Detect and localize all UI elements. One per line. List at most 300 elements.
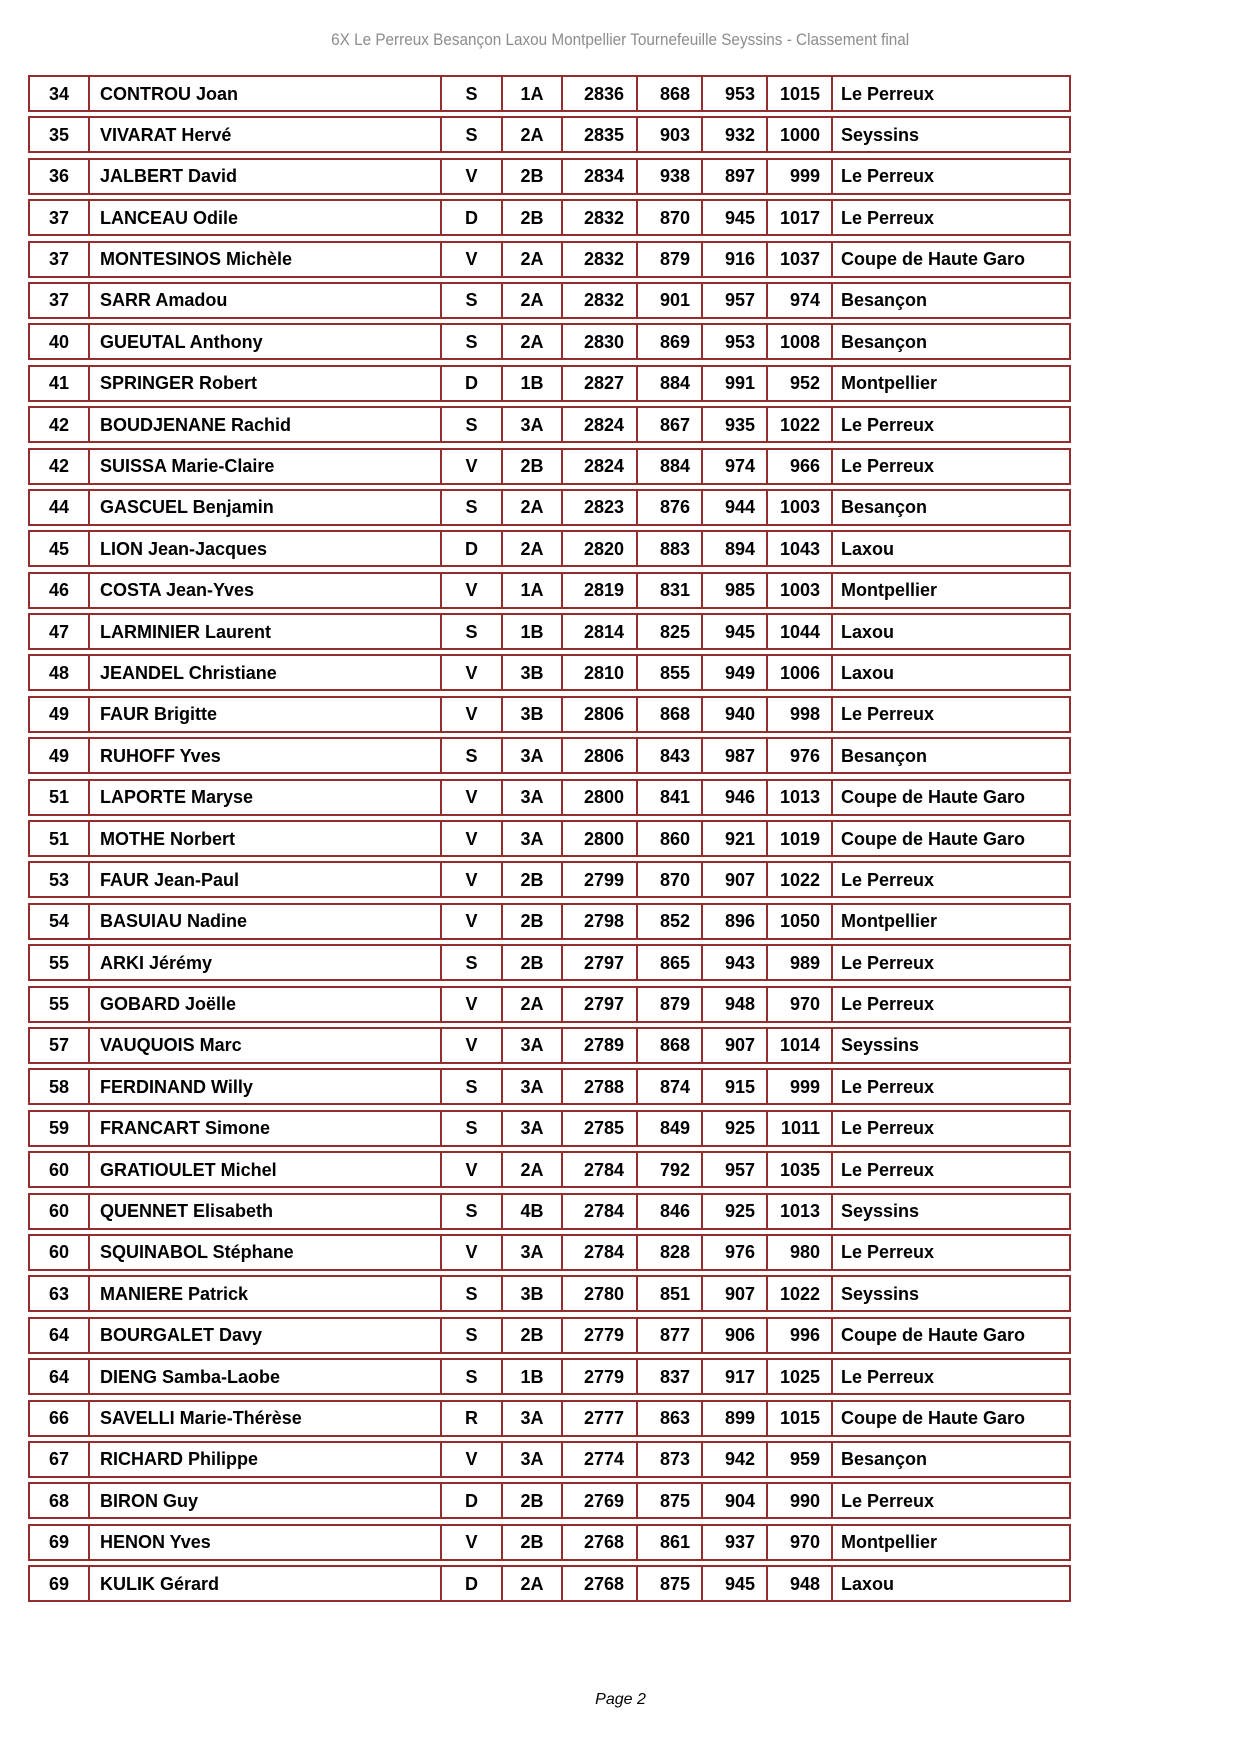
cell-name: DIENG Samba-Laobe <box>90 1358 442 1395</box>
table-row <box>28 1358 1071 1395</box>
cell-set1: 831 <box>638 572 703 609</box>
cell-club: Le Perreux <box>833 861 1071 898</box>
cell-category: S <box>442 1068 503 1105</box>
cell-total: 2784 <box>563 1151 638 1188</box>
cell-category: S <box>442 1358 503 1395</box>
table-row <box>28 1524 1071 1561</box>
table-row <box>28 572 1071 609</box>
cell-set1: 837 <box>638 1358 703 1395</box>
cell-series: 2B <box>503 448 563 485</box>
cell-set3: 966 <box>768 448 833 485</box>
cell-rank: 40 <box>28 323 90 360</box>
cell-set3: 989 <box>768 944 833 981</box>
cell-total: 2824 <box>563 406 638 443</box>
cell-set1: 879 <box>638 986 703 1023</box>
cell-set1: 875 <box>638 1482 703 1519</box>
cell-club: Laxou <box>833 1565 1071 1602</box>
cell-club: Le Perreux <box>833 986 1071 1023</box>
cell-club: Laxou <box>833 530 1071 567</box>
cell-rank: 42 <box>28 448 90 485</box>
cell-set2: 907 <box>703 1275 768 1312</box>
cell-total: 2800 <box>563 820 638 857</box>
cell-set3: 1022 <box>768 861 833 898</box>
cell-category: S <box>442 489 503 526</box>
cell-rank: 46 <box>28 572 90 609</box>
cell-set2: 906 <box>703 1317 768 1354</box>
cell-series: 3B <box>503 696 563 733</box>
cell-total: 2832 <box>563 282 638 319</box>
cell-rank: 37 <box>28 282 90 319</box>
cell-category: S <box>442 75 503 112</box>
cell-category: S <box>442 1110 503 1147</box>
cell-total: 2779 <box>563 1317 638 1354</box>
cell-series: 2A <box>503 323 563 360</box>
table-row <box>28 489 1071 526</box>
table-row <box>28 158 1071 195</box>
cell-set2: 899 <box>703 1400 768 1437</box>
cell-name: LAPORTE Maryse <box>90 779 442 816</box>
cell-set3: 1050 <box>768 903 833 940</box>
cell-set3: 970 <box>768 986 833 1023</box>
cell-set2: 957 <box>703 1151 768 1188</box>
table-row <box>28 406 1071 443</box>
cell-set1: 875 <box>638 1565 703 1602</box>
cell-set2: 957 <box>703 282 768 319</box>
cell-total: 2810 <box>563 654 638 691</box>
cell-club: Seyssins <box>833 1027 1071 1064</box>
cell-club: Besançon <box>833 737 1071 774</box>
cell-category: D <box>442 1565 503 1602</box>
page-title-text: 6X Le Perreux Besançon Laxou Montpellier Tournefeuille Seyssins - Classement final <box>331 30 910 49</box>
table-row <box>28 1151 1071 1188</box>
ranking-table <box>28 75 1071 1602</box>
cell-category: S <box>442 1193 503 1230</box>
cell-set2: 907 <box>703 861 768 898</box>
cell-category: S <box>442 323 503 360</box>
cell-set2: 940 <box>703 696 768 733</box>
cell-series: 3A <box>503 1234 563 1271</box>
cell-club: Montpellier <box>833 572 1071 609</box>
cell-category: V <box>442 1441 503 1478</box>
cell-name: JALBERT David <box>90 158 442 195</box>
cell-name: FAUR Jean-Paul <box>90 861 442 898</box>
cell-name: LION Jean-Jacques <box>90 530 442 567</box>
cell-set1: 869 <box>638 323 703 360</box>
cell-series: 3A <box>503 820 563 857</box>
cell-set2: 925 <box>703 1110 768 1147</box>
cell-name: JEANDEL Christiane <box>90 654 442 691</box>
cell-set1: 849 <box>638 1110 703 1147</box>
cell-club: Le Perreux <box>833 1234 1071 1271</box>
cell-category: V <box>442 986 503 1023</box>
cell-set3: 1008 <box>768 323 833 360</box>
cell-total: 2797 <box>563 944 638 981</box>
cell-set2: 915 <box>703 1068 768 1105</box>
cell-set3: 1003 <box>768 489 833 526</box>
cell-club: Seyssins <box>833 1193 1071 1230</box>
cell-set2: 897 <box>703 158 768 195</box>
table-row <box>28 1482 1071 1519</box>
cell-name: BASUIAU Nadine <box>90 903 442 940</box>
cell-name: SARR Amadou <box>90 282 442 319</box>
cell-set2: 953 <box>703 75 768 112</box>
cell-club: Le Perreux <box>833 448 1071 485</box>
cell-rank: 60 <box>28 1151 90 1188</box>
cell-category: S <box>442 737 503 774</box>
cell-total: 2799 <box>563 861 638 898</box>
cell-set2: 946 <box>703 779 768 816</box>
cell-name: GASCUEL Benjamin <box>90 489 442 526</box>
cell-rank: 42 <box>28 406 90 443</box>
cell-set1: 855 <box>638 654 703 691</box>
cell-club: Besançon <box>833 489 1071 526</box>
cell-total: 2819 <box>563 572 638 609</box>
cell-category: V <box>442 1027 503 1064</box>
cell-rank: 37 <box>28 241 90 278</box>
cell-set3: 1035 <box>768 1151 833 1188</box>
cell-set3: 1006 <box>768 654 833 691</box>
cell-series: 1B <box>503 365 563 402</box>
cell-total: 2769 <box>563 1482 638 1519</box>
cell-club: Le Perreux <box>833 199 1071 236</box>
cell-total: 2789 <box>563 1027 638 1064</box>
cell-rank: 55 <box>28 944 90 981</box>
cell-category: V <box>442 158 503 195</box>
cell-name: FRANCART Simone <box>90 1110 442 1147</box>
cell-category: V <box>442 861 503 898</box>
cell-club: Le Perreux <box>833 696 1071 733</box>
table-row <box>28 323 1071 360</box>
cell-set3: 952 <box>768 365 833 402</box>
cell-set2: 987 <box>703 737 768 774</box>
table-row <box>28 613 1071 650</box>
cell-set2: 953 <box>703 323 768 360</box>
cell-name: CONTROU Joan <box>90 75 442 112</box>
cell-club: Le Perreux <box>833 1482 1071 1519</box>
cell-rank: 60 <box>28 1193 90 1230</box>
cell-total: 2835 <box>563 116 638 153</box>
cell-series: 2A <box>503 1151 563 1188</box>
cell-name: RUHOFF Yves <box>90 737 442 774</box>
cell-set2: 896 <box>703 903 768 940</box>
cell-set3: 1013 <box>768 1193 833 1230</box>
cell-set3: 1025 <box>768 1358 833 1395</box>
cell-set1: 792 <box>638 1151 703 1188</box>
cell-category: S <box>442 282 503 319</box>
cell-series: 1B <box>503 613 563 650</box>
cell-category: D <box>442 530 503 567</box>
table-row <box>28 1275 1071 1312</box>
table-row <box>28 1110 1071 1147</box>
table-row <box>28 696 1071 733</box>
cell-rank: 68 <box>28 1482 90 1519</box>
cell-category: D <box>442 199 503 236</box>
cell-club: Montpellier <box>833 1524 1071 1561</box>
cell-set3: 1014 <box>768 1027 833 1064</box>
cell-set3: 1019 <box>768 820 833 857</box>
cell-total: 2798 <box>563 903 638 940</box>
cell-set2: 976 <box>703 1234 768 1271</box>
cell-total: 2784 <box>563 1193 638 1230</box>
cell-set2: 916 <box>703 241 768 278</box>
cell-set1: 873 <box>638 1441 703 1478</box>
cell-rank: 48 <box>28 654 90 691</box>
cell-category: V <box>442 654 503 691</box>
cell-series: 2A <box>503 1565 563 1602</box>
cell-set2: 917 <box>703 1358 768 1395</box>
cell-set1: 877 <box>638 1317 703 1354</box>
cell-category: V <box>442 572 503 609</box>
cell-category: V <box>442 779 503 816</box>
cell-category: S <box>442 613 503 650</box>
cell-club: Montpellier <box>833 903 1071 940</box>
cell-name: BIRON Guy <box>90 1482 442 1519</box>
cell-set2: 935 <box>703 406 768 443</box>
cell-category: D <box>442 365 503 402</box>
cell-name: GRATIOULET Michel <box>90 1151 442 1188</box>
cell-set2: 949 <box>703 654 768 691</box>
cell-set2: 921 <box>703 820 768 857</box>
cell-total: 2823 <box>563 489 638 526</box>
cell-club: Coupe de Haute Garo <box>833 1400 1071 1437</box>
cell-club: Le Perreux <box>833 158 1071 195</box>
table-row <box>28 530 1071 567</box>
cell-rank: 36 <box>28 158 90 195</box>
cell-category: V <box>442 1524 503 1561</box>
table-row <box>28 1193 1071 1230</box>
cell-club: Le Perreux <box>833 1068 1071 1105</box>
cell-club: Seyssins <box>833 116 1071 153</box>
cell-name: SQUINABOL Stéphane <box>90 1234 442 1271</box>
cell-total: 2834 <box>563 158 638 195</box>
cell-name: QUENNET Elisabeth <box>90 1193 442 1230</box>
cell-series: 2A <box>503 986 563 1023</box>
cell-set2: 932 <box>703 116 768 153</box>
cell-set1: 883 <box>638 530 703 567</box>
cell-rank: 34 <box>28 75 90 112</box>
cell-set2: 894 <box>703 530 768 567</box>
cell-rank: 64 <box>28 1317 90 1354</box>
cell-series: 2B <box>503 1317 563 1354</box>
cell-set3: 996 <box>768 1317 833 1354</box>
cell-series: 3A <box>503 1400 563 1437</box>
cell-set2: 937 <box>703 1524 768 1561</box>
cell-set2: 991 <box>703 365 768 402</box>
cell-name: FERDINAND Willy <box>90 1068 442 1105</box>
cell-category: V <box>442 1234 503 1271</box>
cell-total: 2824 <box>563 448 638 485</box>
cell-set3: 1011 <box>768 1110 833 1147</box>
cell-total: 2768 <box>563 1565 638 1602</box>
page-number: Page 2 <box>595 1691 646 1708</box>
cell-set1: 843 <box>638 737 703 774</box>
cell-rank: 55 <box>28 986 90 1023</box>
cell-set3: 1015 <box>768 75 833 112</box>
cell-category: D <box>442 1482 503 1519</box>
cell-total: 2832 <box>563 199 638 236</box>
cell-set3: 974 <box>768 282 833 319</box>
cell-set3: 1022 <box>768 1275 833 1312</box>
cell-series: 3A <box>503 1110 563 1147</box>
cell-set2: 943 <box>703 944 768 981</box>
cell-name: MANIERE Patrick <box>90 1275 442 1312</box>
page-title <box>0 30 1241 50</box>
cell-total: 2814 <box>563 613 638 650</box>
cell-rank: 69 <box>28 1565 90 1602</box>
cell-set3: 1044 <box>768 613 833 650</box>
cell-set2: 948 <box>703 986 768 1023</box>
cell-club: Besançon <box>833 1441 1071 1478</box>
cell-rank: 45 <box>28 530 90 567</box>
cell-name: HENON Yves <box>90 1524 442 1561</box>
cell-set1: 884 <box>638 365 703 402</box>
cell-set3: 970 <box>768 1524 833 1561</box>
cell-set1: 876 <box>638 489 703 526</box>
cell-total: 2784 <box>563 1234 638 1271</box>
cell-set1: 828 <box>638 1234 703 1271</box>
cell-set1: 825 <box>638 613 703 650</box>
table-row <box>28 903 1071 940</box>
cell-total: 2806 <box>563 696 638 733</box>
cell-set1: 851 <box>638 1275 703 1312</box>
table-row <box>28 241 1071 278</box>
cell-rank: 60 <box>28 1234 90 1271</box>
cell-set3: 1000 <box>768 116 833 153</box>
table-row <box>28 820 1071 857</box>
cell-series: 2B <box>503 1482 563 1519</box>
cell-set2: 942 <box>703 1441 768 1478</box>
cell-name: KULIK Gérard <box>90 1565 442 1602</box>
cell-name: SAVELLI Marie-Thérèse <box>90 1400 442 1437</box>
cell-set1: 874 <box>638 1068 703 1105</box>
cell-set1: 938 <box>638 158 703 195</box>
cell-category: V <box>442 903 503 940</box>
cell-series: 3B <box>503 1275 563 1312</box>
cell-name: COSTA Jean-Yves <box>90 572 442 609</box>
cell-name: MOTHE Norbert <box>90 820 442 857</box>
cell-club: Montpellier <box>833 365 1071 402</box>
cell-rank: 41 <box>28 365 90 402</box>
cell-set2: 925 <box>703 1193 768 1230</box>
cell-rank: 49 <box>28 696 90 733</box>
cell-club: Le Perreux <box>833 406 1071 443</box>
cell-series: 2B <box>503 1524 563 1561</box>
cell-series: 4B <box>503 1193 563 1230</box>
cell-club: Besançon <box>833 282 1071 319</box>
cell-rank: 59 <box>28 1110 90 1147</box>
cell-name: BOURGALET Davy <box>90 1317 442 1354</box>
table-row <box>28 1068 1071 1105</box>
cell-set3: 976 <box>768 737 833 774</box>
cell-series: 2B <box>503 944 563 981</box>
table-row <box>28 737 1071 774</box>
cell-category: S <box>442 406 503 443</box>
cell-category: S <box>442 116 503 153</box>
cell-set1: 879 <box>638 241 703 278</box>
cell-series: 2A <box>503 241 563 278</box>
cell-set1: 868 <box>638 1027 703 1064</box>
cell-series: 2A <box>503 489 563 526</box>
cell-name: BOUDJENANE Rachid <box>90 406 442 443</box>
cell-set3: 1003 <box>768 572 833 609</box>
cell-name: SUISSA Marie-Claire <box>90 448 442 485</box>
cell-set1: 903 <box>638 116 703 153</box>
table-row <box>28 1027 1071 1064</box>
cell-category: S <box>442 944 503 981</box>
cell-series: 3A <box>503 1027 563 1064</box>
cell-category: S <box>442 1317 503 1354</box>
table-row <box>28 116 1071 153</box>
cell-total: 2779 <box>563 1358 638 1395</box>
cell-total: 2780 <box>563 1275 638 1312</box>
cell-total: 2806 <box>563 737 638 774</box>
cell-set2: 904 <box>703 1482 768 1519</box>
table-row <box>28 199 1071 236</box>
cell-series: 2B <box>503 199 563 236</box>
cell-name: SPRINGER Robert <box>90 365 442 402</box>
cell-club: Seyssins <box>833 1275 1071 1312</box>
cell-set3: 980 <box>768 1234 833 1271</box>
cell-series: 3A <box>503 406 563 443</box>
cell-category: V <box>442 241 503 278</box>
cell-set2: 944 <box>703 489 768 526</box>
cell-club: Le Perreux <box>833 1110 1071 1147</box>
cell-set1: 863 <box>638 1400 703 1437</box>
cell-set1: 865 <box>638 944 703 981</box>
cell-set3: 1013 <box>768 779 833 816</box>
table-row <box>28 1234 1071 1271</box>
cell-set1: 870 <box>638 861 703 898</box>
table-row <box>28 861 1071 898</box>
cell-series: 2A <box>503 116 563 153</box>
cell-name: MONTESINOS Michèle <box>90 241 442 278</box>
cell-name: VAUQUOIS Marc <box>90 1027 442 1064</box>
cell-set2: 974 <box>703 448 768 485</box>
cell-set3: 1015 <box>768 1400 833 1437</box>
cell-series: 3A <box>503 779 563 816</box>
cell-set2: 945 <box>703 613 768 650</box>
cell-total: 2832 <box>563 241 638 278</box>
cell-club: Le Perreux <box>833 1358 1071 1395</box>
cell-name: LANCEAU Odile <box>90 199 442 236</box>
cell-category: V <box>442 448 503 485</box>
cell-set1: 870 <box>638 199 703 236</box>
cell-series: 2A <box>503 282 563 319</box>
cell-series: 1A <box>503 75 563 112</box>
cell-total: 2797 <box>563 986 638 1023</box>
cell-set3: 959 <box>768 1441 833 1478</box>
cell-set3: 1022 <box>768 406 833 443</box>
cell-rank: 69 <box>28 1524 90 1561</box>
cell-rank: 53 <box>28 861 90 898</box>
cell-set1: 861 <box>638 1524 703 1561</box>
cell-series: 3B <box>503 654 563 691</box>
cell-name: ARKI Jérémy <box>90 944 442 981</box>
cell-set1: 901 <box>638 282 703 319</box>
cell-name: GUEUTAL Anthony <box>90 323 442 360</box>
cell-set3: 1043 <box>768 530 833 567</box>
cell-name: LARMINIER Laurent <box>90 613 442 650</box>
cell-total: 2785 <box>563 1110 638 1147</box>
table-row <box>28 448 1071 485</box>
cell-club: Coupe de Haute Garo <box>833 1317 1071 1354</box>
cell-category: V <box>442 1151 503 1188</box>
cell-set1: 868 <box>638 75 703 112</box>
cell-rank: 44 <box>28 489 90 526</box>
cell-series: 1A <box>503 572 563 609</box>
cell-rank: 54 <box>28 903 90 940</box>
cell-set3: 948 <box>768 1565 833 1602</box>
